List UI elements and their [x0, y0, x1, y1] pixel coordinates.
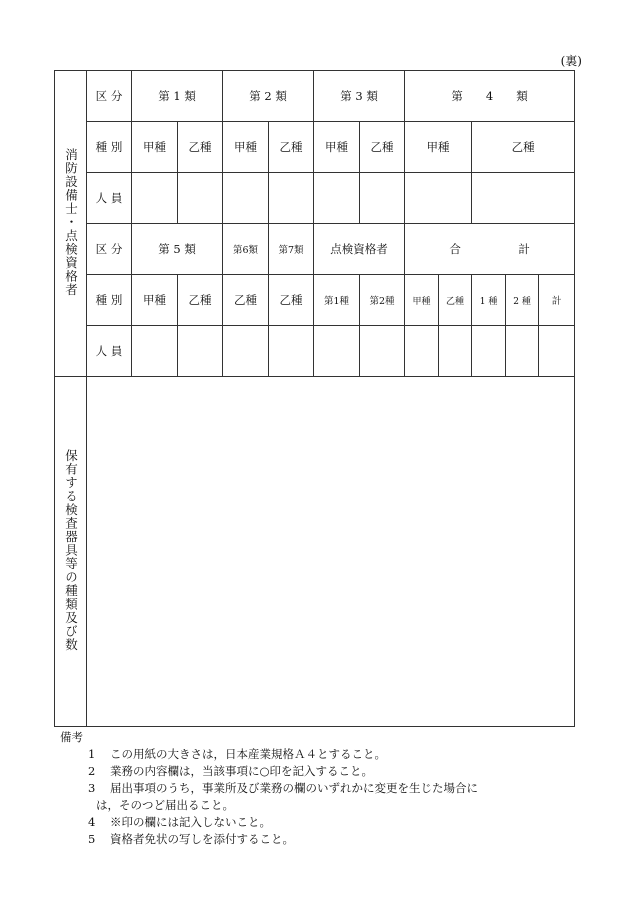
type-cell: 第1種 — [314, 275, 360, 326]
count-input-cell[interactable] — [178, 173, 223, 224]
count-input-cell[interactable] — [223, 173, 269, 224]
note-item: 4 ※印の欄には記入しないこと。 — [88, 815, 271, 829]
type-cell: 甲種 — [314, 122, 360, 173]
row-label-shubetsu: 種 別 — [87, 275, 132, 326]
type-cell: 乙種 — [269, 122, 314, 173]
note-item: 2 業務の内容欄は，当該事項に○印を記入すること。 — [88, 764, 374, 778]
count-input-cell[interactable] — [472, 326, 506, 377]
row-label-kubun: 区 分 — [87, 224, 132, 275]
row-label-jinin: 人 員 — [87, 173, 132, 224]
notes-title: 備考 — [60, 730, 83, 744]
count-input-cell[interactable] — [360, 326, 405, 377]
count-input-cell[interactable] — [269, 326, 314, 377]
type-cell: 計 — [539, 275, 575, 326]
category-cell: 第 3 類 — [314, 71, 405, 122]
type-cell: 乙種 — [178, 275, 223, 326]
category-cell: 点検資格者 — [314, 224, 405, 275]
note-item: 3 届出事項のうち，事業所及び業務の欄のいずれかに変更を生じた場合に — [88, 781, 478, 795]
count-input-cell[interactable] — [405, 173, 472, 224]
type-cell: 2 種 — [506, 275, 539, 326]
count-input-cell[interactable] — [405, 326, 439, 377]
category-cell: 第 2 類 — [223, 71, 314, 122]
category-cell: 第 5 類 — [132, 224, 223, 275]
count-input-cell[interactable] — [132, 326, 178, 377]
count-input-cell[interactable] — [223, 326, 269, 377]
row-label-kubun: 区 分 — [87, 71, 132, 122]
type-cell: 乙種 — [178, 122, 223, 173]
category-cell: 第 1 類 — [132, 71, 223, 122]
count-input-cell[interactable] — [439, 326, 472, 377]
category-cell: 第7類 — [269, 224, 314, 275]
category-cell: 合 計 — [405, 224, 575, 275]
type-cell: 乙種 — [223, 275, 269, 326]
type-cell: 甲種 — [132, 122, 178, 173]
type-cell: 乙種 — [269, 275, 314, 326]
type-cell: 乙種 — [472, 122, 575, 173]
equipment-input-area[interactable] — [87, 377, 575, 727]
license-holder-table — [54, 70, 575, 727]
section-label-licensees: 消防設備士・点検資格者 — [63, 147, 79, 297]
section-label-equipment: 保有する検査器具等の種類及び数 — [63, 448, 79, 652]
type-cell: 甲種 — [132, 275, 178, 326]
section-label-cell — [55, 71, 87, 377]
note-item: 1 この用紙の大きさは，日本産業規格Ａ４とすること。 — [88, 747, 386, 761]
count-input-cell[interactable] — [132, 173, 178, 224]
count-input-cell[interactable] — [539, 326, 575, 377]
count-input-cell[interactable] — [360, 173, 405, 224]
count-input-cell[interactable] — [178, 326, 223, 377]
notes-section — [60, 729, 600, 848]
type-cell: 甲種 — [405, 275, 439, 326]
count-input-cell[interactable] — [472, 173, 575, 224]
count-input-cell[interactable] — [269, 173, 314, 224]
row-label-jinin: 人 員 — [87, 326, 132, 377]
note-item-continuation: は，そのつど届出ること。 — [96, 798, 234, 812]
count-input-cell[interactable] — [314, 173, 360, 224]
type-cell: 第2種 — [360, 275, 405, 326]
note-item: 5 資格者免状の写しを添付すること。 — [88, 832, 294, 846]
count-input-cell[interactable] — [506, 326, 539, 377]
type-cell: 乙種 — [439, 275, 472, 326]
count-input-cell[interactable] — [314, 326, 360, 377]
page-side-mark: (裏) — [560, 54, 582, 68]
type-cell: 甲種 — [405, 122, 472, 173]
row-label-shubetsu: 種 別 — [87, 122, 132, 173]
type-cell: 乙種 — [360, 122, 405, 173]
section-label-cell — [55, 377, 87, 727]
type-cell: 1 種 — [472, 275, 506, 326]
category-cell: 第6類 — [223, 224, 269, 275]
type-cell: 甲種 — [223, 122, 269, 173]
category-cell: 第 4 類 — [405, 71, 575, 122]
